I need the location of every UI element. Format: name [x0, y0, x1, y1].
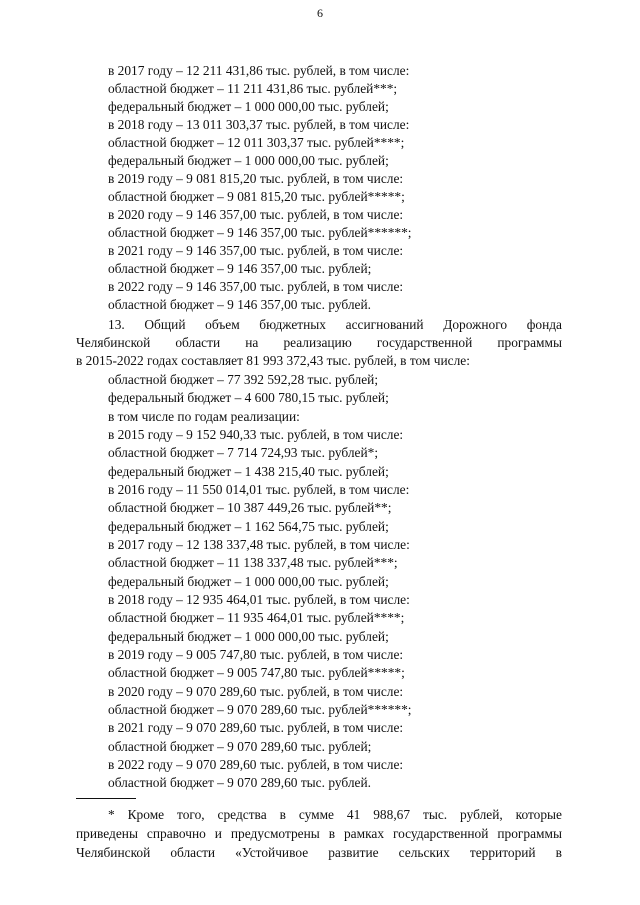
paragraph-13-line-2: Челябинской области на реализацию государственной программы — [76, 335, 562, 350]
text-line: областной бюджет – 9 081 815,20 тыс. рублей*****; — [108, 189, 405, 204]
text-line: в 2020 году – 9 070 289,60 тыс. рублей, в том числе: — [108, 684, 404, 699]
text-line: в 2019 году – 9 081 815,20 тыс. рублей, в том числе: — [108, 171, 404, 186]
text-line: федеральный бюджет – 1 438 215,40 тыс. рублей; — [108, 464, 389, 479]
text-line: областной бюджет – 9 070 289,60 тыс. рублей. — [108, 775, 371, 790]
text-line: в том числе по годам реализации: — [108, 409, 300, 424]
text-line: областной бюджет – 12 011 303,37 тыс. рублей****; — [108, 135, 405, 150]
text-line: в 2022 году – 9 146 357,00 тыс. рублей, в том числе: — [108, 279, 404, 294]
text-line: в 2017 году – 12 138 337,48 тыс. рублей, в том числе: — [108, 537, 410, 552]
text-line: федеральный бюджет – 1 000 000,00 тыс. рублей; — [108, 629, 389, 644]
page-number: 6 — [317, 6, 323, 20]
text-line: областной бюджет – 7 714 724,93 тыс. рублей*; — [108, 445, 379, 460]
footnote-line-3: Челябинской области «Устойчивое развитие сельских территорий в — [76, 845, 562, 860]
text-line: федеральный бюджет – 1 000 000,00 тыс. рублей; — [108, 574, 389, 589]
paragraph-13-line-1: 13. Общий объем бюджетных ассигнований Дорожного фонда — [108, 317, 562, 332]
text-line: в 2018 году – 12 935 464,01 тыс. рублей, в том числе: — [108, 592, 410, 607]
text-line: областной бюджет – 9 146 357,00 тыс. рублей; — [108, 261, 372, 276]
text-line: в 2018 году – 13 011 303,37 тыс. рублей, в том числе: — [108, 117, 410, 132]
text-line: областной бюджет – 9 070 289,60 тыс. рублей******; — [108, 702, 412, 717]
text-line: федеральный бюджет – 1 000 000,00 тыс. рублей; — [108, 153, 389, 168]
text-line: областной бюджет – 11 935 464,01 тыс. рублей****; — [108, 610, 405, 625]
text-line: областной бюджет – 9 146 357,00 тыс. рублей******; — [108, 225, 412, 240]
text-line: федеральный бюджет – 1 000 000,00 тыс. рублей; — [108, 99, 389, 114]
paragraph-13-line-3: в 2015-2022 годах составляет 81 993 372,43 тыс. рублей, в том числе: — [76, 353, 470, 368]
text-line: в 2021 году – 9 146 357,00 тыс. рублей, в том числе: — [108, 243, 404, 258]
text-line: областной бюджет – 10 387 449,26 тыс. рублей**; — [108, 500, 392, 515]
text-line: областной бюджет – 77 392 592,28 тыс. рублей; — [108, 372, 379, 387]
text-line: федеральный бюджет – 1 162 564,75 тыс. рублей; — [108, 519, 389, 534]
text-line: областной бюджет – 9 146 357,00 тыс. рублей. — [108, 297, 371, 312]
footnote-line-1: * Кроме того, средства в сумме 41 988,67 тыс. рублей, которые — [108, 807, 562, 822]
text-line: областной бюджет – 9 070 289,60 тыс. рублей; — [108, 739, 372, 754]
text-line: в 2015 году – 9 152 940,33 тыс. рублей, в том числе: — [108, 427, 404, 442]
text-line: областной бюджет – 11 211 431,86 тыс. рублей***; — [108, 81, 398, 96]
text-line: в 2020 году – 9 146 357,00 тыс. рублей, в том числе: — [108, 207, 404, 222]
footnote-separator — [76, 798, 136, 799]
text-line: федеральный бюджет – 4 600 780,15 тыс. рублей; — [108, 390, 389, 405]
text-line: в 2017 году – 12 211 431,86 тыс. рублей, в том числе: — [108, 63, 410, 78]
footnote-line-2: приведены справочно и предусмотрены в рамках государственной программы — [76, 826, 562, 841]
text-line: в 2019 году – 9 005 747,80 тыс. рублей, в том числе: — [108, 647, 404, 662]
text-line: в 2016 году – 11 550 014,01 тыс. рублей, в том числе: — [108, 482, 410, 497]
text-line: областной бюджет – 9 005 747,80 тыс. рублей*****; — [108, 665, 405, 680]
text-line: областной бюджет – 11 138 337,48 тыс. рублей***; — [108, 555, 398, 570]
text-line: в 2021 году – 9 070 289,60 тыс. рублей, в том числе: — [108, 720, 404, 735]
text-line: в 2022 году – 9 070 289,60 тыс. рублей, в том числе: — [108, 757, 404, 772]
